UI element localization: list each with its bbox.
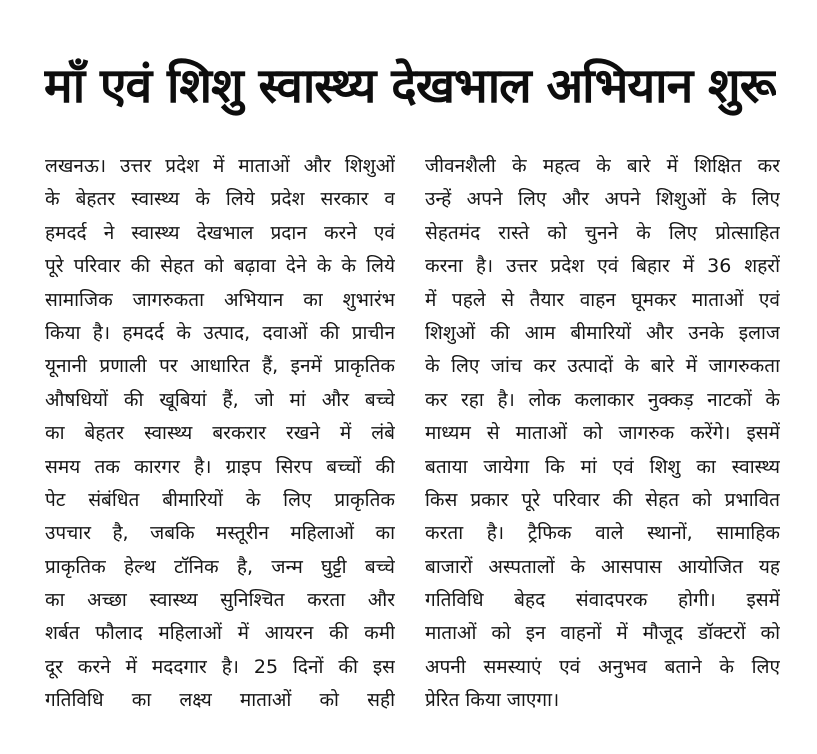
article-line: बाजारों अस्पतालों के आसपास आयोजित यह (425, 555, 780, 578)
article-line: गतिविधि का लक्ष्य माताओं को सही (45, 689, 395, 712)
article-line: के बेहतर स्वास्थ्य के लिये प्रदेश सरकार व (45, 188, 395, 211)
article-line: औषधियों की खूबियां हैं, जो मां और बच्चे (45, 388, 395, 411)
article-line: दूर करने में मददगार है। 25 दिनों की इस (45, 655, 395, 678)
article-line: करना है। उत्तर प्रदेश एवं बिहार में 36 शहरों (425, 255, 780, 278)
article-line: गतिविधि बेहद संवादपरक होगी। इसमें (425, 589, 780, 612)
article-line: प्राकृतिक हेल्थ टॉनिक है, जन्म घुट्टी बच्चे (45, 555, 395, 578)
article-line: शर्बत फौलाद महिलाओं में आयरन की कमी (45, 622, 395, 645)
article-line: लखनऊ। उत्तर प्रदेश में माताओं और शिशुओं (45, 155, 395, 177)
article-line: सामाजिक जागरुकता अभियान का शुभारंभ (45, 288, 395, 311)
article-line: किस प्रकार पूरे परिवार की सेहत को प्रभावित (425, 488, 780, 511)
article-line: माध्यम से माताओं को जागरुक करेंगे। इसमें (425, 422, 780, 445)
article-line: कर रहा है। लोक कलाकार नुक्कड़ नाटकों के (425, 388, 780, 411)
article-line: पूरे परिवार की सेहत को बढ़ावा देने के के लिये (45, 255, 395, 278)
left-column (45, 150, 395, 718)
article-line: का बेहतर स्वास्थ्य बरकरार रखने में लंबे (45, 422, 395, 445)
article-line: किया है। हमदर्द के उत्पाद, दवाओं की प्राचीन (45, 321, 395, 344)
article-line: का अच्छा स्वास्थ्य सुनिश्चित करता और (45, 589, 395, 612)
right-column (425, 150, 780, 718)
article-line: पेट संबंधित बीमारियों के लिए प्राकृतिक (45, 488, 395, 511)
article-line: अपनी समस्याएं एवं अनुभव बताने के लिए (425, 655, 780, 678)
article-line: उन्हें अपने लिए और अपने शिशुओं के लिए (425, 188, 780, 211)
article-line: जीवनशैली के महत्व के बारे में शिक्षित कर (425, 155, 780, 177)
article-line: सेहतमंद रास्ते को चुनने के लिए प्रोत्साहित (425, 221, 780, 244)
article-line: माताओं को इन वाहनों में मौजूद डॉक्टरों को (425, 622, 780, 645)
article-line: बताया जायेगा कि मां एवं शिशु का स्वास्थ्य (425, 455, 780, 478)
article-line: यूनानी प्रणाली पर आधारित हैं, इनमें प्राकृतिक (45, 355, 395, 378)
article-line: हमदर्द ने स्वास्थ्य देखभाल प्रदान करने एवं (45, 221, 395, 244)
article-line: समय तक कारगर है। ग्राइप सिरप बच्चों की (45, 455, 395, 478)
article-line: में पहले से तैयार वाहन घूमकर माताओं एवं (425, 288, 780, 311)
article-line: के लिए जांच कर उत्पादों के बारे में जागरुकता (425, 355, 780, 378)
headline: माँ एवं शिशु स्वास्थ्य देखभाल अभियान शुरू (44, 58, 776, 114)
article-line: प्रेरित किया जाएगा। (425, 689, 560, 712)
article-line: उपचार है, जबकि मस्तूरीन महिलाओं का (45, 522, 395, 545)
article-line: करता है। ट्रैफिक वाले स्थानों, सामाहिक (425, 522, 780, 545)
article-line: शिशुओं की आम बीमारियों और उनके इलाज (425, 321, 780, 344)
